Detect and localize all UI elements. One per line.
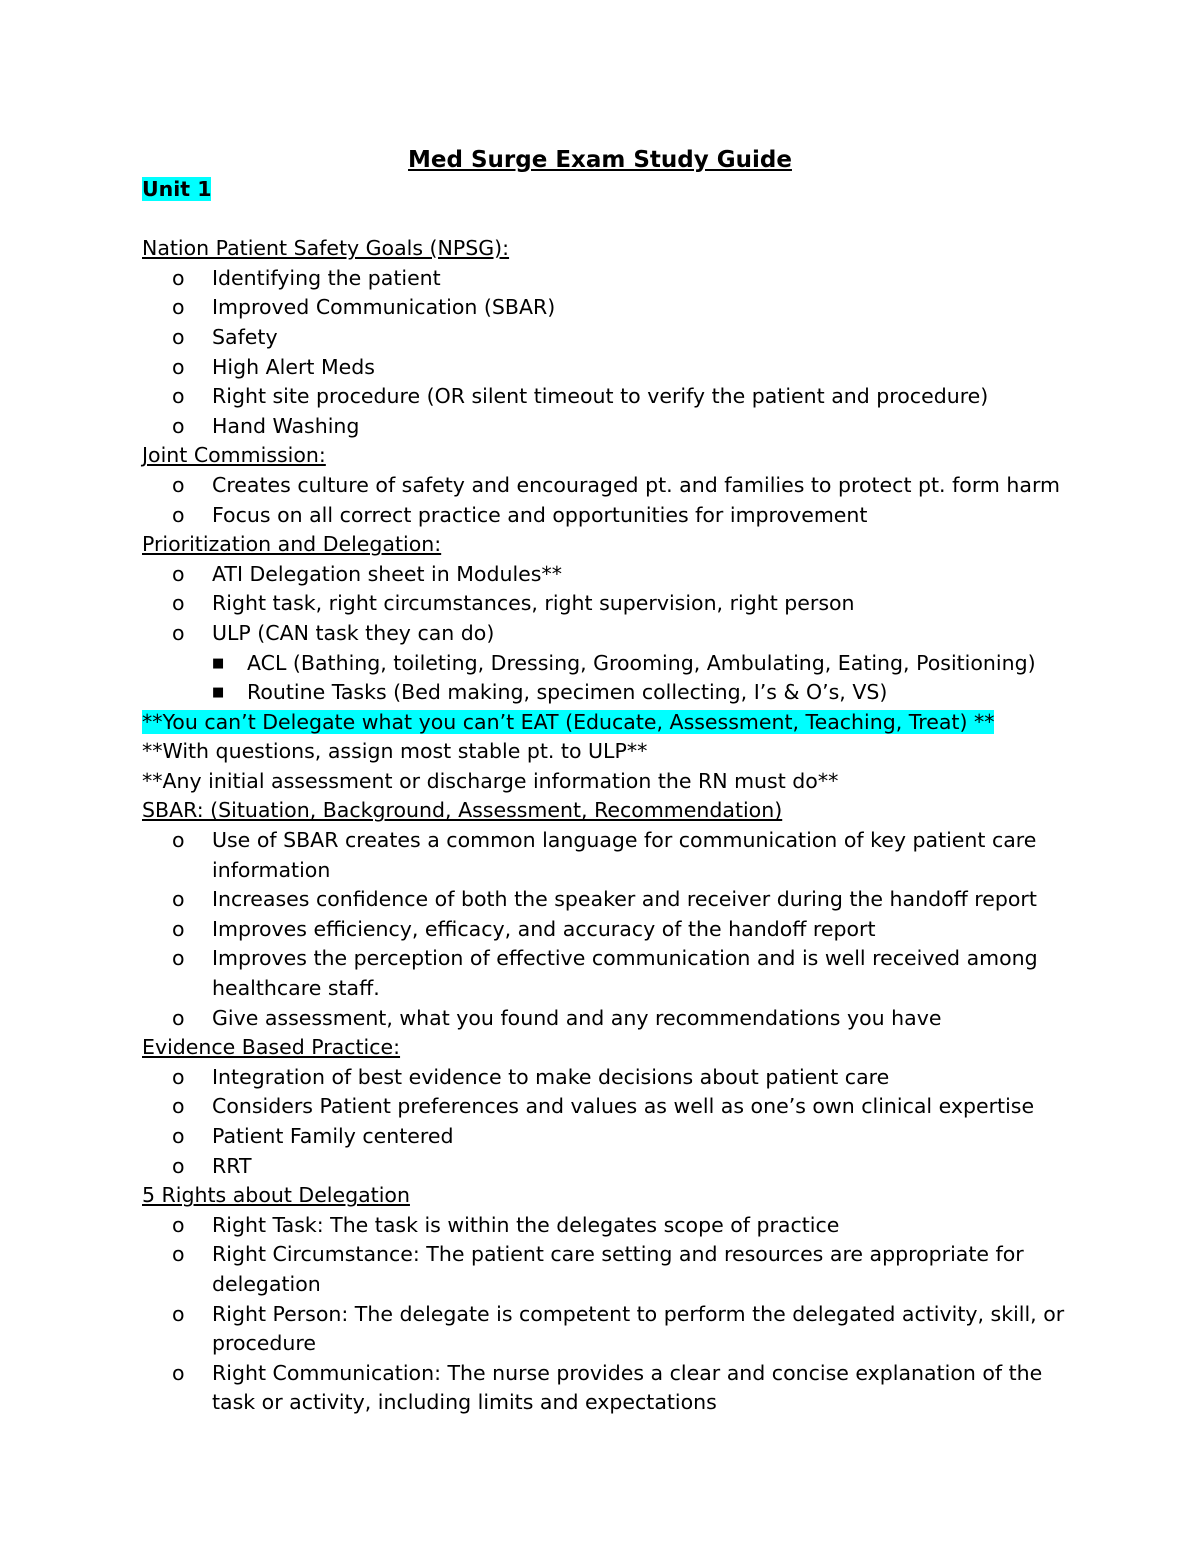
list-item: o Creates culture of safety and encouraged pt. and families to protect pt. form harm — [142, 471, 1072, 501]
list-item: o Right Person: The delegate is competent to perform the delegated activity, skill, or procedure — [172, 1301, 1065, 1356]
bullet-icon: o — [172, 1064, 185, 1089]
section-heading-sbar: SBAR: (Situation, Background, Assessment, Recommendation) — [142, 798, 783, 823]
bullet-icon: o — [172, 1094, 185, 1119]
list-item: o Identifying the patient — [142, 264, 1072, 294]
list-item: o Right site procedure (OR silent timeout to verify the patient and procedure) — [142, 382, 1072, 412]
list-item: o Improves efficiency, efficacy, and accuracy of the handoff report — [142, 915, 1072, 945]
highlighted-note: **You can’t Delegate what you can’t EAT (Educate, Assessment, Teaching, Treat) ** — [142, 709, 995, 734]
section-heading-five-rights: 5 Rights about Delegation — [142, 1183, 410, 1208]
bullet-icon: o — [172, 1005, 185, 1030]
list-item: o Considers Patient preferences and values as well as one’s own clinical expertise — [142, 1092, 1072, 1122]
list-item: o ULP (CAN task they can do) — [142, 619, 1072, 649]
list-item: o Improved Communication (SBAR) — [142, 293, 1072, 323]
list-item: o Right task, right circumstances, right supervision, right person — [142, 589, 1072, 619]
bullet-icon: o — [172, 472, 185, 497]
list-item: o Increases confidence of both the speaker and receiver during the handoff report — [142, 885, 1072, 915]
list-item: o Right Task: The task is within the delegates scope of practice — [142, 1211, 1072, 1241]
blank-line — [142, 205, 1072, 235]
section-heading-evidence-based-practice: Evidence Based Practice: — [142, 1035, 401, 1060]
list-item: o RRT — [142, 1152, 1072, 1182]
square-bullet-icon: ■ — [212, 655, 225, 671]
bullet-icon: o — [172, 384, 185, 409]
list-item: o Right Circumstance: The patient care setting and resources are appropriate for delegation — [172, 1242, 1024, 1296]
sub-list-item: ■ ACL (Bathing, toileting, Dressing, Grooming, Ambulating, Eating, Positioning) — [142, 649, 1072, 679]
bullet-icon: o — [172, 1212, 185, 1237]
bullet-icon: o — [172, 561, 185, 586]
list-item: o ATI Delegation sheet in Modules** — [142, 560, 1072, 590]
section-heading-npsg: Nation Patient Safety Goals (NPSG): — [142, 236, 510, 261]
list-item: o Use of SBAR creates a common language for communication of key patient care information — [172, 828, 1037, 882]
section-heading-prioritization: Prioritization and Delegation: — [142, 532, 442, 557]
bullet-icon: o — [172, 1360, 185, 1385]
note-line: **With questions, assign most stable pt. to ULP** — [142, 739, 648, 764]
bullet-icon: o — [172, 413, 185, 438]
bullet-icon: o — [172, 1124, 185, 1148]
list-item: o Give assessment, what you found and any recommendations you have — [142, 1004, 1072, 1034]
bullet-icon: o — [172, 1242, 185, 1267]
bullet-icon: o — [172, 265, 185, 290]
bullet-icon: o — [172, 620, 185, 645]
list-item: o Patient Family centered — [142, 1122, 1072, 1152]
document-title: Med Surge Exam Study Guide — [408, 147, 792, 173]
bullet-icon: o — [172, 828, 185, 853]
list-item: o Hand Washing — [142, 412, 1072, 442]
bullet-icon: o — [172, 591, 185, 616]
note-line: **Any initial assessment or discharge information the RN must do** — [142, 768, 839, 793]
list-item: o High Alert Meds — [142, 353, 1072, 383]
document-body — [142, 175, 1072, 1418]
bullet-icon: o — [172, 946, 185, 971]
bullet-icon: o — [172, 1301, 185, 1326]
sub-list-item: ■ Routine Tasks (Bed making, specimen collecting, I’s & O’s, VS) — [142, 678, 1072, 708]
bullet-icon: o — [172, 324, 185, 349]
list-item: o Integration of best evidence to make decisions about patient care — [142, 1063, 1072, 1093]
list-item: o Improves the perception of effective communication and is well received among healthcare staff. — [172, 946, 1038, 1001]
bullet-icon: o — [172, 1153, 185, 1178]
bullet-icon: o — [172, 354, 185, 379]
bullet-icon: o — [172, 916, 185, 941]
square-bullet-icon: ■ — [212, 685, 225, 701]
bullet-icon: o — [172, 295, 185, 320]
section-heading-joint-commission: Joint Commission: — [142, 443, 326, 468]
bullet-icon: o — [172, 887, 185, 912]
bullet-icon: o — [172, 502, 185, 527]
unit-label: Unit 1 — [142, 177, 212, 201]
list-item: o Safety — [142, 323, 1072, 353]
list-item: o Focus on all correct practice and opportunities for improvement — [142, 501, 1072, 531]
list-item: o Right Communication: The nurse provides a clear and concise explanation of the task or activity, including limits and expectations — [172, 1360, 1043, 1415]
